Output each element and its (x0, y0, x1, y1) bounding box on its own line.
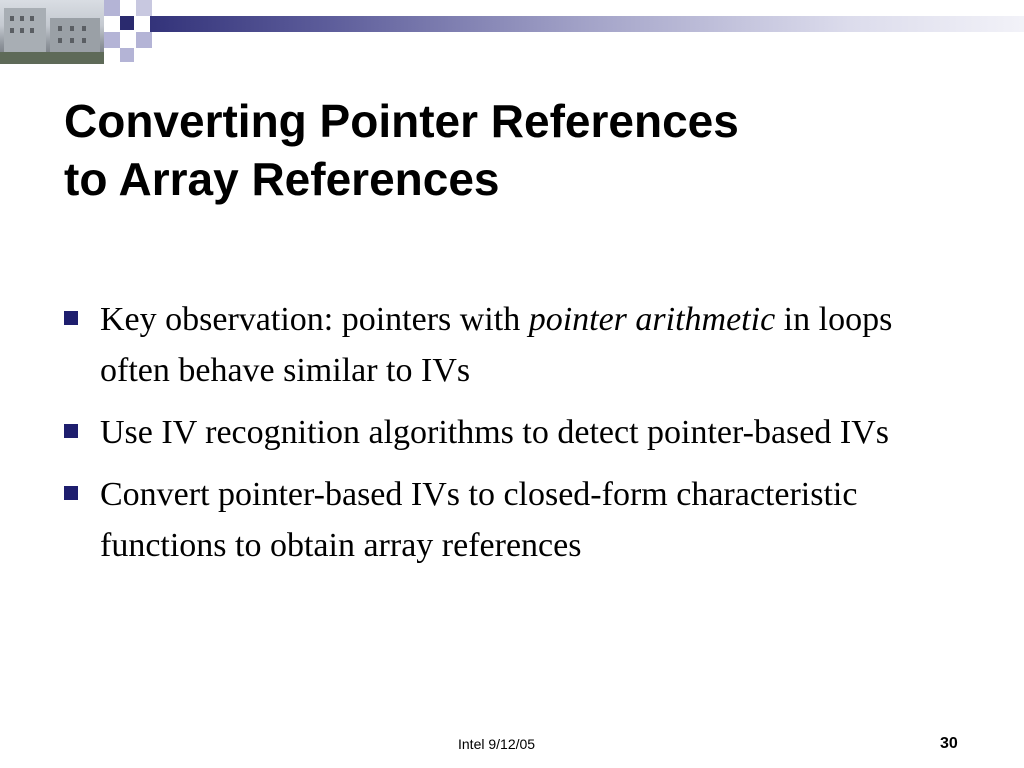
bullet-item (62, 469, 962, 571)
bullet-text: Use IV recognition algorithms to detect pointer-based IVs (100, 414, 889, 451)
bullet-text (100, 301, 892, 389)
slide-title (64, 92, 964, 208)
decor-square (104, 48, 120, 64)
square-bullet-icon (64, 424, 78, 438)
bullet-item (62, 294, 962, 396)
decor-square (120, 16, 134, 30)
decor-square (136, 32, 152, 48)
header-gradient-bar (150, 16, 1024, 32)
square-bullet-icon (64, 486, 78, 500)
decor-square (104, 0, 120, 16)
decor-square (120, 32, 134, 48)
bullet-text-part: Key observation: pointers with (100, 301, 529, 338)
footer-text: Intel 9/12/05 (458, 736, 536, 752)
title-line-2: to Array References (64, 153, 500, 205)
emphasized-text: pointer arithmetic (528, 301, 776, 338)
bullet-text-part: in loops often behave similar to IVs (100, 301, 893, 389)
decor-square (120, 0, 136, 16)
bullet-item (62, 407, 962, 458)
header-decoration (0, 0, 1024, 70)
square-bullet-icon (64, 311, 78, 325)
building-photo (0, 0, 104, 64)
decor-square (104, 32, 120, 48)
bullet-text: Convert pointer-based IVs to closed-form characteristic functions to obtain array references (100, 476, 858, 564)
decor-square (136, 0, 152, 16)
decor-square (120, 48, 134, 62)
bullet-list (62, 294, 962, 582)
page-number: 30 (940, 735, 958, 752)
title-line-1: Converting Pointer References (64, 95, 739, 147)
